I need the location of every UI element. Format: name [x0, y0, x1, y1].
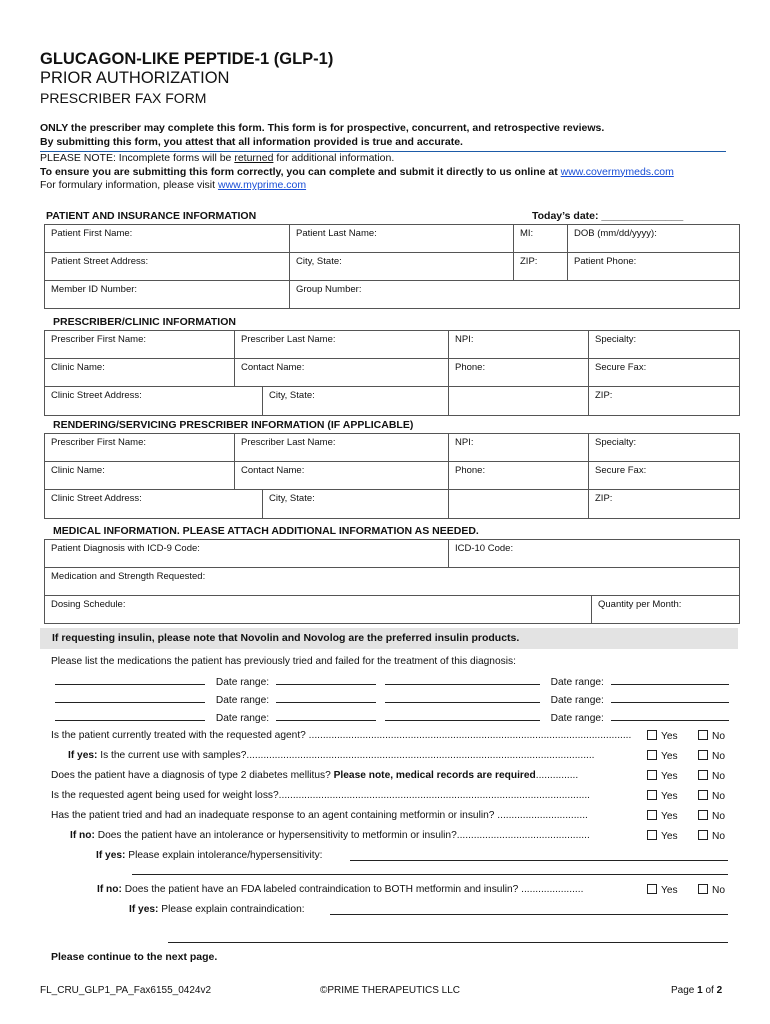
question-9-text: Please explain contraindication: — [158, 904, 305, 915]
patient-last-name-field[interactable]: Patient Last Name: — [290, 225, 514, 253]
prescriber-last-name-field[interactable]: Prescriber Last Name: — [235, 331, 449, 359]
question-samples — [0, 750, 770, 764]
patient-table — [44, 224, 740, 309]
dosing-schedule-field[interactable]: Dosing Schedule: — [45, 596, 592, 624]
form-code: FL_CRU_GLP1_PA_Fax6155_0424v2 — [40, 985, 212, 996]
checkbox-icon — [698, 750, 708, 760]
icd10-field[interactable]: ICD-10 Code: — [449, 540, 740, 568]
checkbox-icon — [647, 790, 657, 800]
question-intolerance — [0, 830, 770, 844]
prescriber-npi-field[interactable]: NPI: — [449, 331, 589, 359]
patient-section-heading: PATIENT AND INSURANCE INFORMATION — [46, 210, 257, 222]
date-range-5a[interactable] — [276, 710, 376, 721]
no-label: No — [712, 885, 726, 896]
no-label: No — [712, 791, 726, 802]
tried-med-5-blank[interactable] — [55, 710, 205, 721]
q6-prefix: If no: — [70, 830, 95, 841]
q8-prefix: If no: — [97, 884, 122, 895]
q3-no-checkbox[interactable] — [698, 770, 725, 782]
notice-line4-pre: To ensure you are submitting this form correctly, you can complete and submit it directly to us online at — [40, 165, 561, 178]
page-current: 1 — [697, 985, 703, 996]
q5-no-checkbox[interactable] — [698, 810, 725, 822]
date-range-1a[interactable] — [276, 674, 376, 685]
yes-label: Yes — [661, 811, 678, 822]
myprime-link[interactable]: www.myprime.com — [217, 179, 307, 191]
tried-med-3-blank[interactable] — [55, 692, 205, 703]
tried-medications-intro: Please list the medications the patient has previously tried and failed for the treatment of this diagnosis: — [51, 656, 516, 667]
question-contraindication — [0, 884, 770, 898]
checkbox-icon — [698, 730, 708, 740]
notice-line1: ONLY the prescriber may complete this form. This form is for prospective, concurrent, and retrospective reviews. — [40, 122, 605, 134]
yes-label: Yes — [661, 731, 678, 742]
no-label: No — [712, 751, 726, 762]
notice-line3-post: for additional information. — [273, 152, 395, 164]
rendering-phone-field[interactable]: Phone: — [449, 462, 589, 490]
notice-block — [40, 122, 740, 193]
rendering-zip-field[interactable]: ZIP: — [589, 490, 740, 519]
patient-mi-field[interactable]: MI: — [514, 225, 568, 253]
question-8-text: Does the patient have an FDA labeled contraindication to BOTH metformin and insulin? ...................... — [121, 884, 584, 895]
page-total: 2 — [716, 985, 723, 996]
rendering-secure-fax-field[interactable]: Secure Fax: — [589, 462, 740, 490]
quantity-per-month-field[interactable]: Quantity per Month: — [592, 596, 740, 624]
contraindication-explanation-line[interactable] — [330, 904, 728, 915]
yes-label: Yes — [661, 791, 678, 802]
no-label: No — [712, 731, 726, 742]
q9-prefix: If yes: — [129, 904, 159, 915]
yes-label: Yes — [661, 751, 678, 762]
rendering-specialty-field[interactable]: Specialty: — [589, 434, 740, 462]
q1-no-checkbox[interactable] — [698, 730, 725, 742]
checkbox-icon — [647, 750, 657, 760]
insulin-note-bar — [40, 628, 738, 649]
page-label: Page — [671, 985, 698, 996]
member-id-field[interactable]: Member ID Number: — [45, 281, 290, 309]
rendering-city-field[interactable]: City, State: — [269, 493, 315, 504]
yes-label: Yes — [661, 885, 678, 896]
insulin-note: If requesting insulin, please note that Novolin and Novolog are the preferred insulin products. — [52, 632, 520, 644]
date-range-3a[interactable] — [276, 692, 376, 703]
q5-yes-checkbox[interactable] — [647, 810, 678, 822]
prescriber-first-name-field[interactable]: Prescriber First Name: — [45, 331, 235, 359]
yes-label: Yes — [661, 831, 678, 842]
checkbox-icon — [647, 830, 657, 840]
no-label: No — [712, 831, 726, 842]
notice-line5-pre: For formulary information, please visit — [40, 179, 218, 191]
question-1-text: Is the patient currently treated with the requested agent? .................................................................................................................. — [51, 730, 632, 741]
rendering-npi-field[interactable]: NPI: — [449, 434, 589, 462]
q6-yes-checkbox[interactable] — [647, 830, 678, 842]
rendering-table — [44, 433, 740, 519]
checkbox-icon — [698, 770, 708, 780]
todays-date[interactable]: Today’s date: ______________ — [532, 210, 684, 222]
tried-med-6-blank[interactable] — [385, 710, 540, 721]
tried-row-3 — [55, 710, 729, 724]
copyright: ©PRIME THERAPEUTICS LLC — [320, 985, 460, 996]
question-4-text: Is the requested agent being used for weight loss?.............................................................................................................. — [51, 790, 591, 801]
date-range-label-5: Date range: — [215, 713, 270, 724]
tried-row-1 — [55, 674, 729, 688]
page-of: of — [702, 985, 717, 996]
continue-note: Please continue to the next page. — [51, 951, 218, 963]
q2-prefix: If yes: — [68, 750, 98, 761]
question-weight-loss — [0, 790, 770, 804]
prescriber-contact-name-field[interactable]: Contact Name: — [235, 359, 449, 387]
prescriber-clinic-name-field[interactable]: Clinic Name: — [45, 359, 235, 387]
question-explain-contraindication — [0, 904, 770, 918]
question-6-text: Does the patient have an intolerance or hypersensitivity to metformin or insulin?............................................... — [94, 830, 590, 841]
header-divider — [40, 151, 726, 152]
prescriber-city-field[interactable]: City, State: — [269, 390, 315, 401]
intolerance-explanation-line-2[interactable] — [132, 874, 728, 875]
q2-yes-checkbox[interactable] — [647, 750, 678, 762]
prescriber-street-field[interactable]: Clinic Street Address: — [45, 387, 263, 415]
date-range-label-1: Date range: — [215, 677, 270, 688]
patient-zip-field[interactable]: ZIP: — [514, 253, 568, 281]
checkbox-icon — [647, 730, 657, 740]
tried-row-2 — [55, 692, 729, 706]
yes-label: Yes — [661, 771, 678, 782]
date-range-label-4: Date range: — [550, 695, 604, 706]
rendering-last-name-field[interactable]: Prescriber Last Name: — [235, 434, 449, 462]
q8-no-checkbox[interactable] — [698, 884, 725, 896]
patient-first-name-field[interactable]: Patient First Name: — [45, 225, 290, 253]
q4-yes-checkbox[interactable] — [647, 790, 678, 802]
checkbox-icon — [647, 884, 657, 894]
form-type: PRESCRIBER FAX FORM — [40, 90, 207, 106]
question-type2-diabetes — [0, 770, 770, 784]
notice-line3-underlined: returned — [234, 152, 274, 164]
diagnosis-field[interactable]: Patient Diagnosis with ICD-9 Code: — [45, 540, 449, 568]
patient-dob-field[interactable]: DOB (mm/dd/yyyy): — [568, 225, 740, 253]
prescriber-specialty-field[interactable]: Specialty: — [589, 331, 740, 359]
rendering-clinic-name-field[interactable]: Clinic Name: — [45, 462, 235, 490]
date-range-2a[interactable] — [611, 674, 729, 685]
tried-med-1-blank[interactable] — [55, 674, 205, 685]
checkbox-icon — [698, 810, 708, 820]
date-range-label-6: Date range: — [550, 713, 604, 724]
tried-med-4-blank[interactable] — [385, 692, 540, 703]
question-metformin-insulin — [0, 810, 770, 824]
form-subtitle: PRIOR AUTHORIZATION — [40, 69, 230, 87]
rendering-contact-name-field[interactable]: Contact Name: — [235, 462, 449, 490]
no-label: No — [712, 811, 726, 822]
prescriber-phone-field[interactable]: Phone: — [449, 359, 589, 387]
checkbox-icon — [698, 884, 708, 894]
date-range-label-2: Date range: — [550, 677, 604, 688]
question-2-text: Is the current use with samples?........................................................................................................................... — [97, 750, 595, 761]
prescriber-zip-field[interactable]: ZIP: — [589, 387, 740, 416]
contraindication-explanation-line-2[interactable] — [168, 942, 728, 943]
prescriber-secure-fax-field[interactable]: Secure Fax: — [589, 359, 740, 387]
medication-strength-field[interactable]: Medication and Strength Requested: — [45, 568, 740, 596]
medical-table — [44, 539, 740, 624]
question-explain-intolerance — [0, 850, 770, 864]
question-3-text: Does the patient have a diagnosis of type 2 diabetes mellitus? — [51, 770, 334, 781]
q2-no-checkbox[interactable] — [698, 750, 725, 762]
q1-yes-checkbox[interactable] — [647, 730, 678, 742]
question-7-text: Please explain intolerance/hypersensitivity: — [125, 850, 323, 861]
checkbox-icon — [647, 770, 657, 780]
prescriber-section-heading: PRESCRIBER/CLINIC INFORMATION — [53, 316, 236, 328]
notice-line3-pre: PLEASE NOTE: Incomplete forms will be — [40, 152, 235, 164]
medical-section-heading: MEDICAL INFORMATION. PLEASE ATTACH ADDITIONAL INFORMATION AS NEEDED. — [53, 525, 479, 537]
q3-note: Please note, medical records are required — [333, 770, 536, 781]
tried-med-2-blank[interactable] — [385, 674, 540, 685]
intolerance-explanation-line[interactable] — [350, 850, 728, 861]
q6-no-checkbox[interactable] — [698, 830, 725, 842]
group-number-field[interactable]: Group Number: — [290, 281, 740, 309]
patient-street-field[interactable]: Patient Street Address: — [45, 253, 290, 281]
date-range-label-3: Date range: — [215, 695, 270, 706]
q4-no-checkbox[interactable] — [698, 790, 725, 802]
notice-line2: By submitting this form, you attest that all information provided is true and accurate. — [40, 135, 463, 148]
question-5-text: Has the patient tried and had an inadequate response to an agent containing metformin or insulin? ................................ — [51, 810, 588, 821]
patient-phone-field[interactable]: Patient Phone: — [568, 253, 740, 281]
date-range-4a[interactable] — [611, 692, 729, 703]
covermymeds-link[interactable]: www.covermymeds.com — [560, 165, 674, 178]
checkbox-icon — [647, 810, 657, 820]
q8-yes-checkbox[interactable] — [647, 884, 678, 896]
checkbox-icon — [698, 790, 708, 800]
form-title: GLUCAGON-LIKE PEPTIDE-1 (GLP-1) — [40, 50, 334, 68]
rendering-section-heading: RENDERING/SERVICING PRESCRIBER INFORMATION (IF APPLICABLE) — [53, 419, 414, 431]
q3-dots: ............... — [535, 770, 579, 781]
q3-yes-checkbox[interactable] — [647, 770, 678, 782]
rendering-first-name-field[interactable]: Prescriber First Name: — [45, 434, 235, 462]
q7-prefix: If yes: — [96, 850, 126, 861]
checkbox-icon — [698, 830, 708, 840]
no-label: No — [712, 771, 726, 782]
rendering-street-field[interactable]: Clinic Street Address: — [45, 490, 263, 518]
question-currently-treated — [0, 730, 770, 744]
date-range-6a[interactable] — [611, 710, 729, 721]
page-number — [671, 985, 722, 996]
prescriber-table — [44, 330, 740, 416]
patient-city-field[interactable]: City, State: — [290, 253, 514, 281]
